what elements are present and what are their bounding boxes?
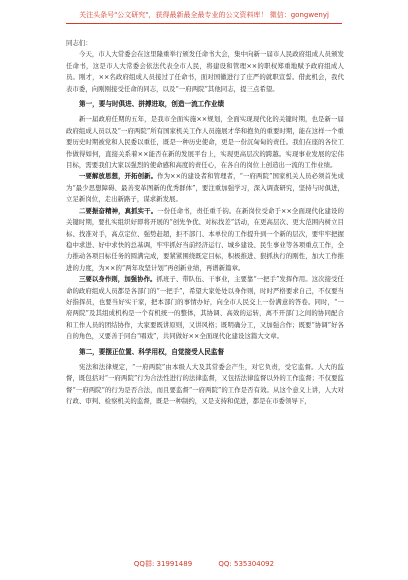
paragraph-intro: 今天，市人大常委会在这里隆重举行颁发任命书大会，集中向新一届市人民政府组成人员颁发任命书，这是市人大常委会依法代表全市人民，将建设和管理××的职权郑重地赋予政府组成人员。刚才，××名政府组成人员接过了任命书，面对国徽进行了庄严的就职宣誓。借此机会，我代表市委，向刚刚接受任命的同志，以及“一府两院”其他同志，提三点希望。 [66, 50, 344, 93]
section-heading-2: 第二，要摆正位置、科学用权，自觉接受人民监督 [79, 347, 225, 356]
paragraph-4 [66, 206, 344, 274]
paragraph-5 [66, 274, 344, 342]
paragraph-3 [66, 171, 344, 205]
footer-qq: QQ: 535304092 [218, 560, 275, 568]
document-body [66, 38, 344, 408]
paragraph-4-text: 一份任命书，责任重千钧。在新岗位受命于××全面现代化建设的关键时期，要扎实组织好即将开展的“创先争优、对标找差”活动，在更高层次、更大范围内树立目标、找准对手，高点定位、强势赶超，拒不部门、本单位的工作提升到一个新的层次，要牢牢把握稳中求进、好中求快的总基调，牢牢抓好当前经济运行、城乡建设、民生事业等各项重点工作，全力推动各项目标任务的圆满完成，要紧紧围绕既定目标，积极推进、狠抓执行的刚性，加大工作推进的力度，为××的“两年攻坚计划”再创新业绩，再谱新篇章。 [66, 206, 344, 272]
paragraph-3-text: 作为××的建设者和管理者，“一府两院”国家机关人员必须首先成为“最少思想障碍、最善变革图新的优秀群体”，要注重加强学习，深入调查研究，坚持与时俱进，立足新岗位，走出新路子，谋求新发展。 [66, 172, 344, 204]
lead-phrase-3: 三要以身作则，加强协作。 [79, 275, 157, 284]
footer-contact [0, 559, 408, 569]
footer-qq-group: QQ群: 31991489 [133, 560, 193, 568]
header-banner: 关注头条号"公文研究"，获得最新最全最专业的公文资料库！ 微信：gongwenyj [79, 11, 329, 19]
paragraph-6: 宪法和法律规定，“一府两院”由本级人大及其常委会产生，对它负责，受它监督。人大的监督，既包括对“一府两院”行为合法性进行的法律监督，又包括法律监督以外的工作监督；不仅要监督“一府两院”的行为是否合法，而且要监督“一府两院”的工作是否有效。从这个意义上讲，人大对行政、审判、检察机关的监督，既是一种制约，又是支持和促进，都是在市委领导下， [66, 362, 344, 406]
header-divider [66, 23, 342, 24]
section-heading-1: 第一，要与时俱进、拼搏进取，创造一流工作业绩 [79, 100, 225, 109]
lead-phrase-2: 二要振奋精神，真抓实干。 [79, 206, 158, 215]
paragraph-5-text: 抓班子、带队伍、干事业，主要靠“一把手”发挥作用。这次接受任命的政府组成人员都是各部门的“一把手”，希望大家处处以身作则，时时严格要求自己，不仅要当好指挥员，也要当好实干家，把本部门的事情办好，向全市人民交上一份满意的答卷。同时，“一府两院”及其组成机构是一个有机统一的整体，其协调、高效的运转，离不开部门之间的协同配合和工作人员的团结协作，大家要既讲原则，又讲风格；既明确分工，又加强合作；既要“协调”好各自的角色，又要善于同台“唱戏”，共同做好××全面现代化建设这篇大文章。 [66, 275, 344, 341]
paragraph-2: 新一届政府任期的五年，是我市全面实施××规划，全面实现现代化的关键时期，也是新一届政府组成人员以及“一府两院”所有国家机关工作人员施展才华和抱负的重要时期，能在这样一个重要历史时期被党和人民委以重任，既是一种历史使命，更是一份沉甸甸的责任。我们在座的各位工作做得如何，直接关系着××能否在新的发展平台上，实现更高层次的跨越。实现事业发展的宏伟目标，需要我们大家以强烈的使命感和高度的责任心，在各自的岗位上创造出一流的工作业绩。 [66, 115, 344, 170]
salutation: 同志们： [66, 39, 92, 47]
lead-phrase-1: 一要解放思想，开拓创新。 [79, 172, 158, 181]
